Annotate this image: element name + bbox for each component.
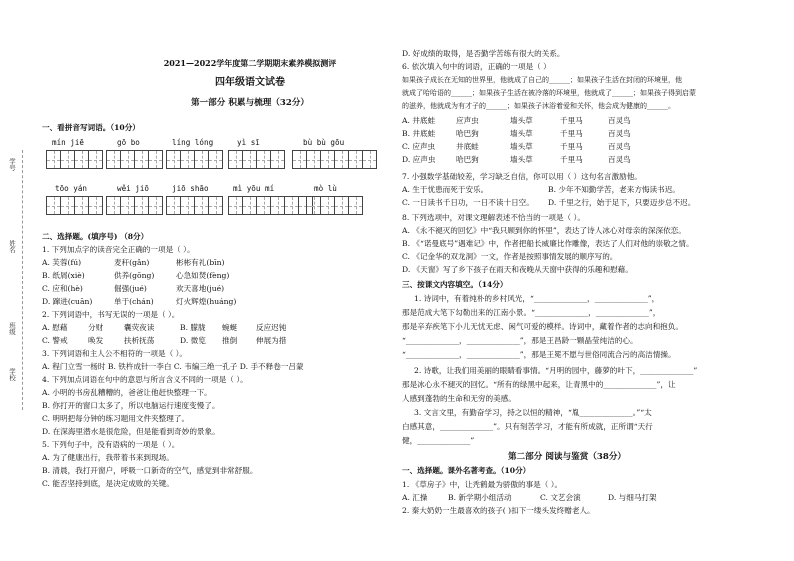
q2-s1-opt-b3: 心急如焚(fèng) xyxy=(176,271,230,280)
answer-grid-3[interactable] xyxy=(166,150,222,169)
binding-margin xyxy=(0,0,34,561)
part2-heading: 一、选择题。课外名著考查。（10分） xyxy=(402,466,531,475)
answer-grid-6[interactable] xyxy=(46,196,102,215)
q3-p1b: 那是范成大笔下勾勒出来的江南小景。“______________，______________”， xyxy=(402,308,661,317)
answer-grid-8[interactable] xyxy=(166,196,222,215)
q2-s2-c2: 唤发 xyxy=(88,336,104,345)
answer-grid-2[interactable] xyxy=(106,150,162,169)
pinyin-4: yì sī xyxy=(237,138,260,147)
r-s6-text2: 就成了哈哈语的______；如果孩子生活在被冷落的环境里，他就成了______；如果孩子得到启蒙 xyxy=(402,89,696,97)
q2-s2-d3: 伸展为措 xyxy=(256,336,287,345)
s8-a: A. 《永不褪灭的回忆》中“我只顾到你的怀里”，表达了诗人冰心对母亲的深深依恋。 xyxy=(402,226,686,235)
pinyin-6: tōo yán xyxy=(55,184,88,193)
r-d-line: D. 好成绩的取得，是否勤学苦练有很大的关系。 xyxy=(402,49,565,58)
q2-s1-opt-b1: B. 纸屑(xiè) xyxy=(42,271,85,280)
answer-grid-4[interactable] xyxy=(228,150,284,169)
q2-s2-b1: B. 朦胧 xyxy=(180,323,206,332)
q2-s5: 5. 下列句子中，没有语病的一项是（ ）。 xyxy=(42,440,180,449)
answer-grid-1[interactable] xyxy=(46,150,102,169)
q2-s5-b: B. 清晨，我打开窗户，呼吸一口新奇的空气，感觉到非常舒服。 xyxy=(42,466,258,475)
q2-s4: 4. 下列加点词语在句中的意思与所言含义不同的一项是（ ）。 xyxy=(42,375,248,384)
answer-grid-5[interactable] xyxy=(292,150,376,169)
answer-grid-10[interactable] xyxy=(306,196,362,215)
q3-p1e: “______________，______________”，那是王冕不愿与世俗同流合污的高洁情操。 xyxy=(402,350,676,359)
s6-a2: 应声虫 xyxy=(456,116,479,125)
q2-s1-opt-a3: 彬彬有礼(bīn) xyxy=(176,258,225,267)
answer-grid-9[interactable] xyxy=(228,196,312,215)
s6-c2: 井底蛙 xyxy=(456,142,479,151)
s6-a4: 千里马 xyxy=(560,116,583,125)
sidebar-label-class: 班级 xyxy=(8,322,16,335)
q2-s2-a2: 分财 xyxy=(88,323,104,332)
q3-p3b: 白感其意，______________”。只有刻苦学习，才能有所成就，正所谓“天行 xyxy=(402,422,653,431)
q2-s3-opts: A. 程门立雪一杨时 B. 铁杵成针一李白 C. 韦编三绝一孔子 D. 手不释卷一吕蒙 xyxy=(42,362,304,371)
s6-b5: 百灵鸟 xyxy=(608,129,631,138)
s6-c3: 墙头草 xyxy=(510,142,533,151)
s8-d: D. 《天窗》写了乡下孩子在雨天和夜晚从天窗中获得的乐趣和慰藉。 xyxy=(402,265,633,274)
q2-s1-opt-d3: 灯火辉煌(huáng) xyxy=(176,297,237,306)
pinyin-2: gō bo xyxy=(117,138,140,147)
p2-s1: 1. 《草房子》中，让秃鹤最为骄傲的事是（ ）。 xyxy=(402,480,563,489)
sidebar-label-school: 学校 xyxy=(8,368,16,381)
q2-s2-a1: A. 慰藉 xyxy=(42,323,68,332)
s8-b: B. 《“诺曼底号”遇难记》中，作者把船长威廉比作雕像，表达了人们对他的崇敬之情。 xyxy=(402,239,694,248)
p2-s1-d: D. 与细马打架 xyxy=(608,493,657,502)
q2-s2-a3: 囊荧夜读 xyxy=(124,323,155,332)
s6-b2: 哈巴狗 xyxy=(456,129,479,138)
q2-s2-c3: 扶析抚荡 xyxy=(124,336,155,345)
q2-s3: 3. 下列词语和主人公不相符的一项是（ ）。 xyxy=(42,349,187,358)
pinyin-5: bù bù gōu xyxy=(303,138,345,147)
part2-title: 第二部分 阅读与鉴赏（38分） xyxy=(507,452,627,462)
s6-a5: 百灵鸟 xyxy=(608,116,631,125)
s7-c: C. 一日读书千日功，一日不读十日空。 xyxy=(402,198,534,207)
pinyin-1: mín jiē xyxy=(52,138,85,147)
part1-title: 第一部分 积累与梳理（32分） xyxy=(190,98,310,108)
q2-heading: 二、选择题。(填序号) （8分） xyxy=(42,232,149,241)
sidebar-label-student-id: 学号 xyxy=(8,158,16,171)
s6-c4: 千里马 xyxy=(560,142,583,151)
q3-p2a: 2. 诗歌，让我们用美丽的眼睛看事情。“月明的园中，藤萝的叶下，______________” xyxy=(414,366,698,375)
sidebar-label-name: 姓名 xyxy=(8,240,16,253)
pinyin-10: mò lù xyxy=(314,184,337,193)
paper-title: 四年级语文试卷 xyxy=(215,77,285,88)
q2-s2-b3: 反应迟钝 xyxy=(256,323,287,332)
s6-a3: 墙头草 xyxy=(510,116,533,125)
s6-c5: 百灵鸟 xyxy=(608,142,631,151)
q3-p2b: 那是冰心永不褪灭的回忆。“所有的绿黑中起来，让青黑中的______________”，让 xyxy=(402,380,676,389)
q3-p1c: 那是辛弃疾笔下小儿无忧无虑、闲气可爱的模样。诗词中，藏着作者的志向和抱负。 xyxy=(402,322,683,331)
s7-b: B. 少年不知勤学苦，老来方悔读书迟。 xyxy=(548,185,680,194)
s6-d2: 哈巴狗 xyxy=(456,155,479,164)
q2-s4-a: A. 小明的书房乱糟糟的，爸爸让他赶快整理一下。 xyxy=(42,388,212,397)
s6-c1: C. 应声虫 xyxy=(402,142,436,151)
pinyin-9: mì yōu mí xyxy=(233,184,275,193)
s6-d1: D. 应声虫 xyxy=(402,155,436,164)
q2-s1-opt-c1: C. 应和(hè) xyxy=(42,284,83,293)
q2-s1-opt-b2: 供养(gōng) xyxy=(114,271,155,280)
pinyin-3: líng lóng xyxy=(172,138,214,147)
s6-d3: 墙头草 xyxy=(510,155,533,164)
q3-p3a: 3. 文言文里，有勤奋学习，持之以恒的精神，“胤______________。”“太 xyxy=(414,408,652,417)
q3-p1d: “______________，______________”，那是王昌龄一颗晶莹纯洁的心。 xyxy=(402,336,638,345)
fold-line xyxy=(22,150,23,410)
p2-s1-c: C. 文艺会演 xyxy=(540,493,581,502)
p2-s1-a: A. 汇操 xyxy=(402,493,428,502)
s6-d5: 百灵鸟 xyxy=(608,155,631,164)
q2-s2: 2. 下列词语中，书写无误的一项是（ ）。 xyxy=(42,310,180,319)
q3-p3c: 健，______________” xyxy=(402,436,475,445)
q2-s5-c: C. 能否坚持到底，是决定成败的关键。 xyxy=(42,479,174,488)
s6-d4: 千里马 xyxy=(560,155,583,164)
q2-s1-opt-a1: A. 芙蓉(fú) xyxy=(42,258,82,267)
q3-heading: 三、按课文内容填空。（14分） xyxy=(402,280,508,289)
s8-c: C. 《记金华的双龙洞》一文，作者是按照事情发展的顺序写的。 xyxy=(402,252,618,261)
q2-s5-a: A. 为了健康出行，我带着书来到现场。 xyxy=(42,453,174,462)
s7-d: D. 千里之行，始于足下，只要迈步总不迟。 xyxy=(548,198,696,207)
q2-s2-d2: 推倒 xyxy=(222,336,238,345)
r-s7: 7. 小强数学基础较差，学习缺乏自信，你可以用（ ）这句名言激励他。 xyxy=(402,172,642,181)
q2-s1-opt-c2: 倔强(jué) xyxy=(114,284,147,293)
s6-b3: 墙头草 xyxy=(510,129,533,138)
q2-s1-opt-d1: D. 蹿进(cuān) xyxy=(42,297,93,306)
r-s6-text1: 如果孩子成长在无知的世界里，他就成了自己的______；如果孩子生活在封闭的环境里，他 xyxy=(402,76,682,84)
s6-a1: A. 井底蛙 xyxy=(402,116,436,125)
q2-s1: 1. 下列加点字的读音完全正确的一项是（ ）。 xyxy=(42,245,195,254)
r-s6: 6. 依次填入句中的词语，正确的一项是（ ） xyxy=(402,62,551,71)
p2-s1-b: B. 新学期小组活动 xyxy=(448,493,512,502)
pinyin-8: jiō shāo xyxy=(172,184,209,193)
q2-s1-opt-d2: 单于(chán) xyxy=(114,297,154,306)
q3-p2c: 人感到蓬勃的生命和无穷的美感。 xyxy=(402,394,516,403)
q2-s2-c1: C. 警戒 xyxy=(42,336,68,345)
p2-s2: 2. 秦大奶奶一生最喜欢的孩子( )扣下一缕头发终赠老人。 xyxy=(402,506,595,515)
r-s6-text3: 的滋养，他就成为有才子的______；如果孩子沐浴着爱和关怀，他会成为健康的______。 xyxy=(402,102,675,110)
r-s8: 8. 下列选项中，对课文理解表述不恰当的一项是（ ）。 xyxy=(402,213,585,222)
s6-b4: 千里马 xyxy=(560,129,583,138)
q2-s4-c: C. 明明把每分钟的练习题用文件夹整理了。 xyxy=(42,414,190,423)
s6-b1: B. 井底蛙 xyxy=(402,129,436,138)
exam-title: 2021—2022学年度第二学期期末素养模拟测评 xyxy=(163,58,337,68)
q3-p1a: 1. 诗词中，有着纯朴的乡村风光，“______________，______________”， xyxy=(414,294,660,303)
answer-grid-7[interactable] xyxy=(106,196,162,215)
q2-s4-d: D. 在深海里潜水是很危险，但是能看到奇妙的景象。 xyxy=(42,427,220,436)
q2-s4-b: B. 你打开的窗口太多了，所以电脑运行速度变慢了。 xyxy=(42,401,220,410)
q1-heading: 一、看拼音写词语。（10分） xyxy=(42,123,140,132)
q2-s2-d1: D. 微览 xyxy=(180,336,206,345)
s7-a: A. 生于忧患而死于安乐。 xyxy=(402,185,489,194)
q2-s1-opt-a2: 麦秆(gǎn) xyxy=(114,258,150,267)
pinyin-7: wěi jiō xyxy=(117,184,150,193)
q2-s2-b2: 蜿蜒 xyxy=(222,323,238,332)
q2-s1-opt-c3: 欢天喜地(jué) xyxy=(176,284,225,293)
